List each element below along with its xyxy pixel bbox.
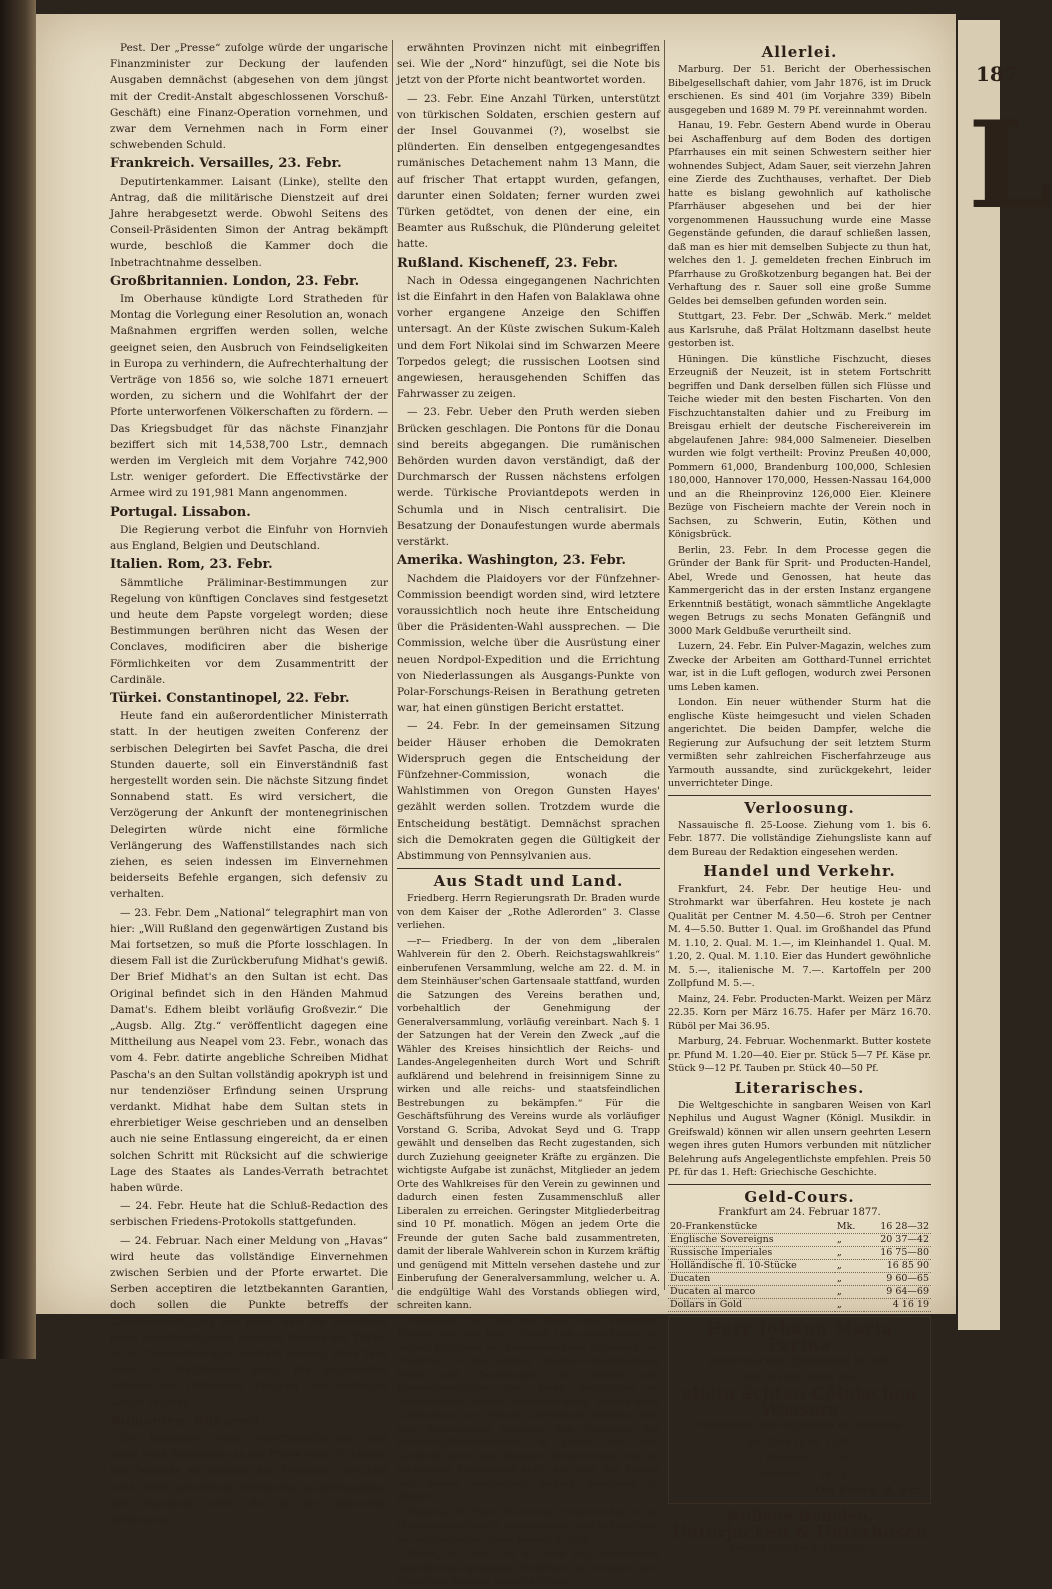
exchange-title: Geld-Cours. xyxy=(744,1187,855,1206)
ad-line: Wollene Hemden, xyxy=(725,1507,874,1526)
article-paragraph: Nach in Odessa eingegangenen Nachrichten ist die Einfahrt in den Hafen von Balaklawa ohne vorher ergangene Anzeige den Schiffen untersagt. An der Küste zwischen Sukum-Kaleh und dem Fort Nikolai sind im Schwarzen Meere Torpedos gelegt; die russischen Lootsen sind angewiesen, herausgehenden Schiffen das Fahrwasser zu zeigen. xyxy=(397,274,660,401)
exchange-row xyxy=(668,1286,931,1299)
miscellany-articles xyxy=(668,44,931,1180)
ad-headline: Unterjacken & Unterhosen xyxy=(671,1522,928,1543)
exchange-unit: „ xyxy=(835,1260,864,1273)
article-paragraph: —r— Friedberg. In der von dem „liberalen Wahlverein für den 2. Oberh. Reichstagswahlkreis“ einberufenen Versammlung, welche am 22. d. M. in dem Steinhäuser'schen Gartensaale stattfand, wurden die Satzungen des Vereins berathen und, vorbehaltlich der Genehmigung der Generalversammlung, vorläufig vereinbart. Nach §. 1 der Satzungen hat der Verein den Zweck „auf die Wähler des Kreises hinsichtlich der Reichs- und Landes-Angelegenheiten durch Wort und Schrift aufklärend und belehrend in freisinnigem Sinne zu wirken und alle reichs- und staatsfeindlichen Bestrebungen zu bekämpfen.“ Für die Geschäftsführung des Vereins wurde als vorläufiger Vorstand G. Scriba, Advokat Seyd und G. Trapp gewählt und denselben das Recht zugestanden, sich durch Zuziehung geeigneter Kräfte zu ergänzen. Die wichtigste Aufgabe ist zunächst, Mitglieder an jedem Orte des Wahlkreises für den Verein zu gewinnen und dadurch einen festen Zusammenschluß aller Liberalen zu erreichen. Geringster Mitgliederbeitrag sind 10 Pf. monatlich. Mögen an jedem Orte die Freunde der guten Sache bald zusammentreten, damit der liberale Wahlverein schon in Kurzem kräftig und genügend mit Mitteln versehen dastehe und zur Einberufung der Generalversammlung, welcher u. A. die endgültige Wahl des Vorstands obliegen wird, schreiten kann. xyxy=(397,935,660,1312)
exchange-value: 16 28—32 xyxy=(864,1221,931,1234)
exchange-table xyxy=(668,1221,931,1312)
column-rule xyxy=(664,40,665,1290)
ad-line: hat uns den Debit des xyxy=(744,1371,855,1383)
exchange-row xyxy=(668,1273,931,1286)
divider xyxy=(397,868,660,869)
section-title: Verloosung. xyxy=(744,798,855,817)
section-heading: Amerika. Washington, 23. Febr. xyxy=(397,553,626,569)
section-heading: Türkei. Constantinopel, 22. Febr. xyxy=(110,690,350,706)
exchange-name: Englische Sovereigns xyxy=(668,1234,835,1247)
article-paragraph: — 23. Febr. Eine Anzahl Türken, unterstützt von türkischen Soldaten, erschien gestern auf der Insel Gouvanmei (?), woselbst sie plünderten. Ein denselben entgegengesandtes rumänisches Detachement nahm 13 Mann, die auf frischer That ertappt wurden, gefangen, darunter einen Soldaten; ferner wurden zwei Türken getödtet, von denen der eine, ein Beamter aus Rußschuk, die Plünderung geleitet hatte. xyxy=(397,92,660,251)
next-page-edge xyxy=(958,20,1052,1330)
exchange-value: 20 37—42 xyxy=(864,1234,931,1247)
article-paragraph: — 23. Febr. Dem „National“ telegraphirt man von hier: „Will Rußland den gegenwärtigen Zustand bis Mai fortsetzen, so muß die Pforte losschlagen. In diesem Fall ist die Zurückberufung Midhat's gewiß. Der Brief Midhat's an den Sultan ist echt. Das Original befindet sich in den Händen Mahmud Damat's. Edhem bleibt vorläufig Großvezir.“ Die „Augsb. Allg. Ztg.“ veröffentlicht dagegen eine Mittheilung aus Neapel vom 23. Febr., wonach das vom 4. Febr. datirte angebliche Schreiben Midhat Pascha's an den Sultan vollständig apokryph ist und nur tendenziöser Erfindung seinen Ursprung verdankt. Midhat habe dem Sultan stets in ehrerbietiger Weise geschrieben und an denselben auch nie seine Entlassung eingereicht, da er einen solchen Schritt mit Rücksicht auf die schwierige Lage des Staates als Landes-Verrath betrachtet haben würde. xyxy=(110,906,388,1195)
divider xyxy=(668,1184,931,1185)
exchange-unit: „ xyxy=(835,1286,864,1299)
book-spine xyxy=(0,0,36,1359)
exchange-unit: „ xyxy=(835,1234,864,1247)
ad-name: Herr Johann Maria Farina xyxy=(706,1319,893,1355)
ad-headline: allein ächten Cölnischen Wassers xyxy=(681,1384,918,1421)
article-paragraph: Marburg, 24. Februar. Wochenmarkt. Butter kostete pr. Pfund M. 1.20—40. Eier pr. Stück 5—7 Pf. Käse pr. Stück 9—12 Pf. Tauben pr. Stück 40—50 Pf. xyxy=(668,1036,931,1075)
exchange-row xyxy=(668,1247,931,1260)
exchange-subtitle: Frankfurt am 24. Februar 1877. xyxy=(718,1207,881,1219)
article-paragraph: Heute fand ein außerordentlicher Ministerrath statt. In der heutigen zweiten Conferenz der serbischen Delegirten bei Savfet Pascha, die drei Stunden dauerte, soll ein Einverständniß fast hergestellt worden sein. Die nächste Sitzung findet Sonnabend statt. Es wird versichert, die Verzögerung der Ankunft der montenegrinischen Delegirten würde nicht eine förmliche Verlängerung des Waffenstillstandes nach sich ziehen, es seien indessen im Einvernehmen beiderseits Befehle ergangen, sich defensiv zu verhalten. xyxy=(110,710,388,901)
exchange-unit: „ xyxy=(835,1299,864,1312)
article-paragraph: Der Brüsseler „Nord“ veröffentlicht den Text einer Note Rumäniens an die Pforte vom 10. Januar, laut welcher an letztere das Ersuchen gerichtet wird, durch schriftliche Declaration sicherzustellen, daß Rumänien unter die in der türkischen Verfassung xyxy=(110,1433,388,1527)
section-title: Literarisches. xyxy=(734,1078,865,1097)
exchange-row xyxy=(668,1260,931,1273)
exchange-unit: Mk. xyxy=(835,1221,864,1234)
section-heading: Portugal. Lissabon. xyxy=(110,504,251,520)
wool-ad xyxy=(668,1508,931,1557)
exchange-name: Ducaten al marco xyxy=(668,1286,835,1299)
column-rule xyxy=(392,40,393,1290)
ad-price: „ Dutzend „ „ 16.75. xyxy=(748,1469,851,1481)
column-politics xyxy=(110,40,388,1527)
exchange-row xyxy=(668,1221,931,1234)
article-paragraph: Dieburg, 24. Febr. Ein frecher Einbruch hat in der Muttergottes-Kapelle stattgefunden und befindet sich der mutmaßliche Thäter bereits in Haft. xyxy=(397,1506,660,1545)
ad-price: „ ½ Dutzend „ „ 8.50, xyxy=(744,1452,855,1464)
article-paragraph: Friedberg. Herrn Regierungsrath Dr. Braden wurde von dem Kaiser der „Rothe Adlerorden“ 3. Classe verliehen. xyxy=(397,893,660,932)
section-heading: Großbritannien. London, 23. Febr. xyxy=(110,273,360,289)
article-paragraph: Nassauische fl. 25-Loose. Ziehung vom 1. bis 6. Febr. 1877. Die vollständige Ziehungsliste kann auf dem Bureau der Redaktion eingesehen werden. xyxy=(668,819,931,858)
column-politics-local xyxy=(397,40,660,1588)
article-paragraph: Die Weltgeschichte in sangbaren Weisen von Karl Nephilus und August Wagner (Königl. Musikdir. in Greifswald) können wir allen unsern geehrten Lesern wegen ihres guten Humors verbunden mit nützlicher Belehrung aufs Angelegentlichste empfehlen. Preis 50 Pf. für das 1. Heft: Griechische Geschichte. xyxy=(668,1099,931,1179)
masthead-letter-fragment: L xyxy=(968,95,1052,236)
exchange-value: 16 85 90 xyxy=(864,1260,931,1273)
article-paragraph: Stuttgart, 23. Febr. Der „Schwäb. Merk.“ meldet aus Karlsruhe, daß Prälat Holtzmann daselbst heute gestorben ist. xyxy=(668,311,931,350)
article-paragraph: Mainz, 24. Febr. Die in Folge des Hochwassers unterbrochen gewesene Schifffahrt ist nunmehr nach Ablauf des Wassers wieder eröffnet. xyxy=(397,1549,660,1588)
article-paragraph: Pest. Der „Presse“ zufolge würde der ungarische Finanzminister zur Deckung der laufenden Ausgaben demnächst (abgesehen von dem jüngst mit der Credit-Anstalt abgeschlossenen Vorschuß-Geschäft) eine Finanz-Operation vornehmen, und zwar dem Vernehmen nach in Form einer schwebenden Schuld. xyxy=(110,42,388,152)
section-heading: Italien. Rom, 23. Febr. xyxy=(110,557,273,573)
article-paragraph: Frankfurt, 24. Febr. Der heutige Heu- und Strohmarkt war überfahren. Heu kostete je nach Qualität per Centner M. 4.50—6. Stroh per Centner M. 4—5.50. Butter 1. Qual. im Großhandel das Pfund M. 1.10, 2. Qual. M. 1.—, im Kleinhandel 1. Qual. M. 1.20, 2. Qual. M. 1.10. Eier das Hundert gewöhnliche M. 5.—, italienische M. 7.—. Kartoffeln per 200 Zollpfund M. 5.—. xyxy=(668,883,931,990)
exchange-value: 16 75—80 xyxy=(864,1247,931,1260)
exchange-unit: „ xyxy=(835,1247,864,1260)
exchange-value: 9 60—65 xyxy=(864,1273,931,1286)
article-paragraph: erwähnten Provinzen nicht mit einbegriffen sei. Wie der „Nord“ hinzufügt, sei die Note bis jetzt von der Pforte nicht beantwortet worden. xyxy=(397,42,660,87)
exchange-name: Russische Imperiales xyxy=(668,1247,835,1260)
exchange-name: 20-Frankenstücke xyxy=(668,1221,835,1234)
exchange-value: 4 16 19 xyxy=(864,1299,931,1312)
page-number-fragment: 187 xyxy=(976,62,1018,86)
exchange-unit: „ xyxy=(835,1273,864,1286)
article-paragraph: Hüningen. Die künstliche Fischzucht, dieses Erzeugniß der Neuzeit, ist in stetem Fortschritt begriffen und Dank derselben füllen sich Flüsse und Teiche wieder mit den besten Fischarten. Von den Fischzuchtanstalten dahier und zu Freiburg im Breisgau erhielt der deutsche Fischereiverein im abgelaufenen Jahre: 984,000 Salmeneier. Dieselben wurden wie folgt vertheilt: Provinz Preußen 40,000, Pommern 61,000, Brandenburg 100,000, Schlesien 180,000, Hannover 170,000, Hessen-Nassau 164,000 und an die Rheinprovinz 126,000 Eier. Kleinere Bezüge von Fischeiern machte der Verein noch in Sachsen, zu Schwerin, Eutin, Köthen und Königsbrück. xyxy=(668,353,931,541)
article-paragraph: Im Oberhause kündigte Lord Stratheden für Montag die Vorlegung einer Resolution an, wonach Maßnahmen ergriffen werden sollen, welche geeignet seien, den Ausbruch von Feindseligkeiten in Europa zu verhindern, die Aufrechterhaltung der Verträge von 1856 so, wie solche 1871 erneuert worden, zu sichern und die Wohlfahrt der der Pforte unterworfenen Völkerschaften zu fördern. — Das Kriegsbudget für das nächste Finanzjahr beziffert sich mit 14,538,700 Lstr., demnach werden im Vergleich mit dem Vorjahre 742,900 Lstr. weniger gefordert. Die Effectivstärke der Armee wird zu 191,981 Mann angenommen. xyxy=(110,293,388,500)
article-paragraph: Deputirtenkammer. Laisant (Linke), stellte den Antrag, daß die militärische Dienstzeit auf drei Jahre herabgesetzt werde. Obwohl Seitens des Conseil-Präsidenten Simon der Antrag bekämpft wurde, beschloß die Kammer doch die Inbetrachtnahme desselben. xyxy=(110,175,388,269)
section-heading: Rußland. Kischeneff, 23. Febr. xyxy=(397,255,618,271)
article-paragraph: Offenbach. Der Plan des Baues einer stehenden Brücke über den Main scheint sich verwirklichen zu wollen. Nachdem der Bauunternehmer Holzmann von Frankfurt in der letzten Stadtverordnetensitzung Pläne und Zeichnungen der Brücke und Kostenüberschläge über deren Ausführung an verschiedenen Stellen vorgelegt hatte, welche einer Commission zur Prüfung überwiesen wurden, fand eine Besprechung zwischen den Vertretern der Provinzial-Steuerdirektion in Kassel und dem Landrath, sowie dem hiesigen Bürgermeister und der städtischen Commission statt, um über das Projekt und dessen Ausführung weitere Berathung zu pflegen. xyxy=(397,1315,660,1503)
article-paragraph: — 23. Febr. Ueber den Pruth werden sieben Brücken geschlagen. Die Pontons für die Donau sind bereits abgegangen. Die rumänischen Behörden wurden davon verständigt, daß der Durchmarsch der Russen nächstens erfolgen werde. Türkische Proviantdepots werden in Schumla und in Nisch centralisirt. Die Besatzung der Donaufestungen wurde abermals verstärkt. xyxy=(397,406,660,549)
ad-line: gegenüber dem Jülichsplatz in Cöln xyxy=(709,1355,890,1367)
article-paragraph: — 24. Febr. In der gemeinsamen Sitzung beider Häuser erhoben die Demokraten Widerspruch gegen die Entscheidung der Fünfzehner-Commission, wonach die Wahlstimmen von Oregon Gunsten Hayes' gezählt werden sollen. Trotzdem wurde die Entscheidung bestätigt. Demnächst sprachen sich die Demokraten gegen die Gültigkeit der Abstimmung von Pennsylvanien aus. xyxy=(397,720,660,862)
exchange-name: Dollars in Gold xyxy=(668,1299,835,1312)
exchange-value: 9 64—69 xyxy=(864,1286,931,1299)
exchange-name: Ducaten xyxy=(668,1273,835,1286)
ad-price: per Glas zu M. 1.50, xyxy=(748,1436,851,1448)
exchange-row xyxy=(668,1234,931,1247)
section-heading: Frankreich. Versailles, 23. Febr. xyxy=(110,156,342,172)
ad-line: übertragen und empfehlen wir dasselbe xyxy=(697,1420,902,1432)
article-paragraph: Die Regierung verbot die Einfuhr von Hornvieh aus England, Belgien und Deutschland. xyxy=(110,523,388,553)
article-paragraph: Sämmtliche Präliminar-Bestimmungen zur Regelung von künftigen Conclaves sind festgesetzt und heute dem Papste vorgelegt worden; diese Bestimmungen berühren nicht das Wesen der Conclaves, modificiren aber die bisherige Förmlichkeiten vor dem Zusammentritt der Cardinäle. xyxy=(110,576,388,686)
article-paragraph: Hanau, 19. Febr. Gestern Abend wurde in Oberau bei Aschaffenburg auf dem Boden des dortigen Pfarrhauses ein mit seinen Schwestern seither hier wohnendes Subject, Adam Sauer, seit vierzehn Jahren eine Zierde des Zuchthauses, verhaftet. Der Dieb hatte es bislang gewohnlich auf katholische Pfarrhäuser abgesehen und bei der hier vorgenommenen Haussuchung wurde eine Masse Gegenstände gefunden, die darauf schließen lassen, daß man es hier mit demselben Subjecte zu thun hat, welches den 1. J. gemeldeten frechen Einbruch im Pfarrhause zu Großkotzenburg begangen hat. Bei der Verhaftung des r. Sauer soll eine große Summe Geldes bei demselben gefunden worden sein. xyxy=(668,120,931,307)
exchange-row xyxy=(668,1299,931,1312)
article-paragraph: London. Ein neuer wüthender Sturm hat die englische Küste heimgesucht und vielen Schaden angerichtet. Die beiden Dampfer, welche die Regierung zur Aufsuchung der seit letztem Sturm vermißten sehr zahlreichen Fischerfahrzeuge aus Yarmouth aussandte, sind zurückgekehrt, leider unverrichteter Dinge. xyxy=(668,697,931,790)
article-paragraph: Mainz, 24. Febr. Producten-Markt. Weizen per März 22.35. Korn per März 16.75. Hafer per März 16.70. Rüböl per Mai 36.95. xyxy=(668,993,931,1032)
section-title: Aus Stadt und Land. xyxy=(433,872,624,891)
ad-signature: Die Exped. d. Anz. xyxy=(814,1484,926,1498)
divider xyxy=(668,795,931,796)
article-paragraph: — 24. Febr. Heute hat die Schluß-Redaction des serbischen Friedens-Protokolls stattgefunden. xyxy=(110,1200,388,1229)
article-paragraph: — 24. Februar. Nach einer Meldung von „Havas“ wird heute das vollständige Einvernehmen zwischen Serbien und der Pforte erwartet. Die Serben acceptiren die letztbekannten Garantien, doch sollen die Punkte betreffs der Gleichberechtigung der Juden und die Bestellung eines bevollmächtigten Agenten Seitens der Türkei in der Convention nicht berührt werden. Zehn Tage nach der Ratification durch die Skupschtina würden die türkischen Truppen das serbische Gebiet räumen. xyxy=(110,1234,388,1409)
section-title: Handel und Verkehr. xyxy=(703,862,896,881)
section-heading: Rumänien. Bukarest. xyxy=(110,1413,265,1429)
article-paragraph: Luzern, 24. Febr. Ein Pulver-Magazin, welches zum Zwecke der Arbeiten am Gotthard-Tunnel errichtet war, ist in die Luft geflogen, wodurch zwei Personen ums Leben kamen. xyxy=(668,641,931,693)
article-paragraph: Berlin, 23. Febr. In dem Processe gegen die Gründer der Bank für Sprit- und Producten-Handel, Abel, Wrede und Genossen, hat heute das Kammergericht das in der ersten Instanz ergangene Erkenntniß bestätigt, wonach sämmtliche Angeklagte wegen Betrugs zu sechs Monaten Gefängniß und 3000 Mark Geldbuße verurtheilt sind. xyxy=(668,544,931,637)
article-paragraph: Marburg. Der 51. Bericht der Oberhessischen Bibelgesellschaft dahier, vom Jahr 1876, ist im Druck erschienen. Es sind 401 (im Vorjahre 339) Bibeln ausgegeben und 1689 M. 79 Pf. vereinnahmt worden. xyxy=(668,64,931,116)
article-paragraph: Nachdem die Plaidoyers vor der Fünfzehner-Commission beendigt worden sind, wird letztere voraussichtlich noch heute ihre Entscheidung über die Präsidenten-Wahl aussprechen. — Die Commission, welche über die Ausrüstung einer neuen Nordpol-Expedition und die Errichtung von Niederlassungen als Ausgangs-Punkte von Polar-Forschungs-Reisen in Berathung getreten war, hat einen günstigen Bericht erstattet. xyxy=(397,572,660,715)
exchange-name: Holländische fl. 10-Stücke xyxy=(668,1260,835,1273)
section-title: Allerlei. xyxy=(761,43,838,61)
column-miscellany xyxy=(668,40,931,1554)
ad-note: äußerst billig bei K. Friedrich. xyxy=(730,1543,869,1554)
farina-ad xyxy=(668,1316,931,1504)
